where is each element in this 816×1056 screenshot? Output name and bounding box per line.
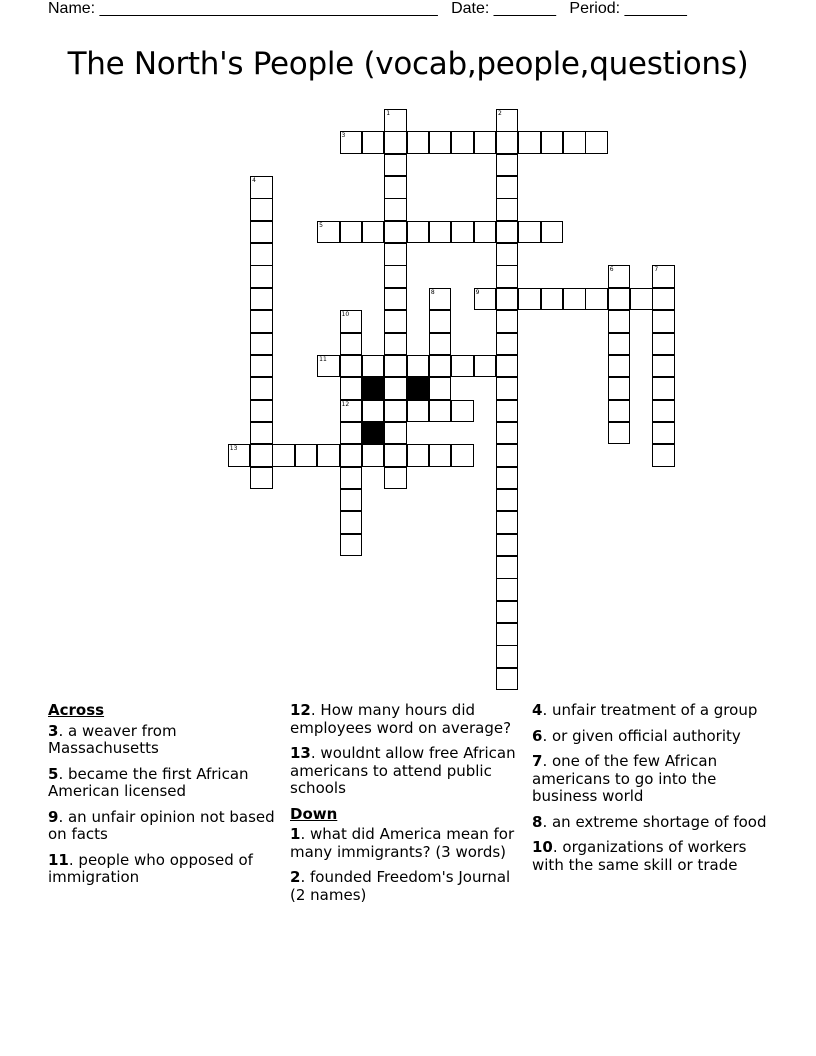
grid-cell[interactable] bbox=[250, 243, 273, 266]
grid-cell[interactable] bbox=[250, 355, 273, 378]
clue-down-8: 8. an extreme shortage of food bbox=[532, 812, 767, 831]
grid-cell[interactable] bbox=[362, 400, 385, 423]
black-cell bbox=[362, 422, 385, 445]
grid-cell[interactable] bbox=[384, 176, 407, 199]
grid-cell[interactable] bbox=[541, 221, 564, 244]
grid-cell[interactable] bbox=[429, 355, 452, 378]
clue-number-label: 13 bbox=[229, 445, 238, 453]
clue-down-7: 7. one of the few African americans to go into the business world bbox=[532, 752, 718, 805]
grid-cell[interactable] bbox=[496, 265, 519, 288]
clue-across-12: 12. How many hours did employees word on average? bbox=[290, 701, 512, 737]
grid-cell[interactable] bbox=[250, 444, 273, 467]
grid-cell[interactable] bbox=[608, 377, 631, 400]
grid-cell[interactable] bbox=[652, 333, 675, 356]
date-blank[interactable]: _______ bbox=[493, 0, 557, 17]
grid-cell[interactable] bbox=[474, 355, 497, 378]
clue-number-label: 10 bbox=[341, 311, 350, 319]
grid-cell[interactable] bbox=[496, 310, 519, 333]
grid-cell[interactable] bbox=[429, 377, 452, 400]
clue-column-1 bbox=[48, 702, 280, 895]
grid-cell[interactable] bbox=[496, 511, 519, 534]
grid-cell[interactable] bbox=[451, 131, 474, 154]
grid-cell[interactable] bbox=[384, 422, 407, 445]
clue-across-9: 9. an unfair opinion not based on facts bbox=[48, 807, 275, 843]
clue-across-13: 13. wouldnt allow free African americans to attend public schools bbox=[290, 744, 516, 797]
clue-across-11: 11. people who opposed of immigration bbox=[48, 850, 253, 886]
grid-cell[interactable] bbox=[272, 444, 295, 467]
grid-cell[interactable] bbox=[608, 310, 631, 333]
grid-cell[interactable] bbox=[496, 198, 519, 221]
grid-cell[interactable] bbox=[384, 109, 407, 132]
clue-down-4: 4. unfair treatment of a group bbox=[532, 701, 758, 719]
grid-cell[interactable] bbox=[652, 422, 675, 445]
grid-cell[interactable] bbox=[317, 355, 340, 378]
clue-number-label: 5 bbox=[319, 221, 323, 229]
grid-cell[interactable] bbox=[340, 444, 363, 467]
across-heading: Across bbox=[48, 701, 105, 719]
grid-cell[interactable] bbox=[407, 221, 430, 244]
grid-cell[interactable] bbox=[518, 221, 541, 244]
grid-cell[interactable] bbox=[496, 333, 519, 356]
grid-cell[interactable] bbox=[496, 422, 519, 445]
clue-number-label: 9 bbox=[475, 288, 480, 296]
grid-cell[interactable] bbox=[250, 176, 273, 199]
grid-cell[interactable] bbox=[608, 288, 631, 311]
grid-cell[interactable] bbox=[384, 221, 407, 244]
clue-down-1: 1. what did America mean for many immigrants? (3 words) bbox=[290, 825, 515, 861]
grid-cell[interactable] bbox=[407, 131, 430, 154]
grid-cell[interactable] bbox=[652, 444, 675, 467]
black-cell bbox=[362, 377, 385, 400]
grid-cell[interactable] bbox=[652, 265, 675, 288]
grid-cell[interactable] bbox=[340, 333, 363, 356]
grid-cell[interactable] bbox=[652, 355, 675, 378]
grid-cell[interactable] bbox=[608, 265, 631, 288]
grid-cell[interactable] bbox=[384, 243, 407, 266]
grid-cell[interactable] bbox=[362, 131, 385, 154]
grid-cell[interactable] bbox=[340, 310, 363, 333]
grid-cell[interactable] bbox=[496, 556, 519, 579]
grid-cell[interactable] bbox=[317, 444, 340, 467]
grid-cell[interactable] bbox=[384, 355, 407, 378]
grid-cell[interactable] bbox=[250, 377, 273, 400]
grid-cell[interactable] bbox=[496, 467, 519, 490]
grid-cell[interactable] bbox=[228, 444, 251, 467]
grid-cell[interactable] bbox=[451, 400, 474, 423]
grid-cell[interactable] bbox=[608, 333, 631, 356]
grid-cell[interactable] bbox=[496, 355, 519, 378]
grid-cell[interactable] bbox=[384, 377, 407, 400]
grid-cell[interactable] bbox=[250, 333, 273, 356]
grid-cell[interactable] bbox=[474, 131, 497, 154]
clue-down-2: 2. founded Freedom's Journal (2 names) bbox=[290, 868, 511, 904]
grid-cell[interactable] bbox=[496, 534, 519, 557]
grid-cell[interactable] bbox=[496, 131, 519, 154]
grid-cell[interactable] bbox=[496, 668, 519, 691]
grid-cell[interactable] bbox=[340, 400, 363, 423]
grid-cell[interactable] bbox=[518, 288, 541, 311]
grid-cell[interactable] bbox=[541, 131, 564, 154]
grid-cell[interactable] bbox=[496, 623, 519, 646]
grid-cell[interactable] bbox=[384, 265, 407, 288]
grid-cell[interactable] bbox=[340, 221, 363, 244]
grid-cell[interactable] bbox=[496, 578, 519, 601]
clue-number-label: 1 bbox=[386, 110, 391, 117]
grid-cell[interactable] bbox=[585, 131, 608, 154]
grid-cell[interactable] bbox=[496, 400, 519, 423]
grid-cell[interactable] bbox=[384, 310, 407, 333]
grid-cell[interactable] bbox=[518, 131, 541, 154]
grid-cell[interactable] bbox=[340, 467, 363, 490]
grid-cell[interactable] bbox=[541, 288, 564, 311]
grid-cell[interactable] bbox=[407, 400, 430, 423]
clue-down-10: 10. organizations of workers with the same skill or trade bbox=[532, 838, 747, 874]
grid-cell[interactable] bbox=[608, 355, 631, 378]
grid-cell[interactable] bbox=[340, 377, 363, 400]
grid-cell[interactable] bbox=[250, 221, 273, 244]
grid-cell[interactable] bbox=[384, 467, 407, 490]
grid-cell[interactable] bbox=[362, 444, 385, 467]
grid-cell[interactable] bbox=[429, 221, 452, 244]
grid-cell[interactable] bbox=[384, 154, 407, 177]
grid-cell[interactable] bbox=[496, 176, 519, 199]
name-blank[interactable]: ______________________________________ bbox=[99, 0, 438, 17]
grid-cell[interactable] bbox=[250, 467, 273, 490]
grid-cell[interactable] bbox=[496, 109, 519, 132]
grid-cell[interactable] bbox=[250, 288, 273, 311]
grid-cell[interactable] bbox=[384, 400, 407, 423]
name-label: Name: bbox=[48, 0, 96, 17]
grid-cell[interactable] bbox=[429, 333, 452, 356]
clue-column-3 bbox=[532, 702, 768, 882]
grid-cell[interactable] bbox=[496, 221, 519, 244]
grid-cell[interactable] bbox=[451, 444, 474, 467]
grid-cell[interactable] bbox=[608, 400, 631, 423]
grid-cell[interactable] bbox=[496, 645, 519, 668]
grid-cell[interactable] bbox=[496, 489, 519, 512]
grid-cell[interactable] bbox=[451, 355, 474, 378]
period-label: Period: bbox=[569, 0, 621, 17]
clue-number-label: 11 bbox=[319, 355, 327, 363]
grid-cell[interactable] bbox=[429, 131, 452, 154]
grid-cell[interactable] bbox=[250, 310, 273, 333]
clue-down-6: 6. or given official authority bbox=[532, 726, 741, 745]
grid-cell[interactable] bbox=[474, 221, 497, 244]
grid-cell[interactable] bbox=[496, 288, 519, 311]
grid-cell[interactable] bbox=[340, 489, 363, 512]
grid-cell[interactable] bbox=[295, 444, 318, 467]
grid-cell[interactable] bbox=[585, 288, 608, 311]
grid-cell[interactable] bbox=[384, 333, 407, 356]
grid-cell[interactable] bbox=[340, 355, 363, 378]
grid-cell[interactable] bbox=[496, 601, 519, 624]
grid-cell[interactable] bbox=[496, 243, 519, 266]
clue-across-5: 5. became the first African American licensed bbox=[48, 764, 249, 800]
grid-cell[interactable] bbox=[652, 310, 675, 333]
clue-number-label: 3 bbox=[341, 132, 346, 140]
grid-cell[interactable] bbox=[384, 198, 407, 221]
grid-cell[interactable] bbox=[340, 131, 363, 154]
grid-cell[interactable] bbox=[250, 422, 273, 445]
grid-cell[interactable] bbox=[652, 400, 675, 423]
grid-cell[interactable] bbox=[362, 221, 385, 244]
grid-cell[interactable] bbox=[496, 154, 519, 177]
grid-cell[interactable] bbox=[340, 422, 363, 445]
grid-cell[interactable] bbox=[630, 288, 653, 311]
grid-cell[interactable] bbox=[429, 310, 452, 333]
grid-cell[interactable] bbox=[250, 198, 273, 221]
grid-cell[interactable] bbox=[474, 288, 497, 311]
grid-cell[interactable] bbox=[496, 444, 519, 467]
period-blank[interactable]: _______ bbox=[624, 0, 687, 17]
clue-number-label: 12 bbox=[341, 400, 350, 408]
grid-cell[interactable] bbox=[451, 221, 474, 244]
grid-cell[interactable] bbox=[250, 400, 273, 423]
date-label: Date: bbox=[451, 0, 490, 17]
grid-cell[interactable] bbox=[340, 534, 363, 557]
grid-cell[interactable] bbox=[384, 131, 407, 154]
grid-cell[interactable] bbox=[429, 444, 452, 467]
clue-column-2 bbox=[290, 702, 526, 912]
grid-cell[interactable] bbox=[429, 400, 452, 423]
grid-cell[interactable] bbox=[652, 288, 675, 311]
grid-cell[interactable] bbox=[362, 355, 385, 378]
grid-cell[interactable] bbox=[608, 422, 631, 445]
page-title: The North's People (vocab,people,questions) bbox=[67, 46, 749, 82]
clue-number-label: 7 bbox=[654, 266, 659, 274]
grid-cell[interactable] bbox=[250, 265, 273, 288]
down-heading: Down bbox=[290, 804, 338, 823]
grid-cell[interactable] bbox=[652, 377, 675, 400]
grid-cell[interactable] bbox=[407, 355, 430, 378]
grid-cell[interactable] bbox=[407, 444, 430, 467]
grid-cell[interactable] bbox=[384, 444, 407, 467]
grid-cell[interactable] bbox=[563, 288, 586, 311]
clue-number-label: 8 bbox=[430, 288, 435, 296]
grid-cell[interactable] bbox=[317, 221, 340, 244]
clue-across-3: 3. a weaver from Massachusetts bbox=[48, 721, 177, 757]
grid-cell[interactable] bbox=[340, 511, 363, 534]
black-cell bbox=[407, 377, 430, 400]
clue-number-label: 6 bbox=[609, 266, 614, 274]
grid-cell[interactable] bbox=[429, 288, 452, 311]
grid-cell[interactable] bbox=[496, 377, 519, 400]
clue-number-label: 2 bbox=[497, 110, 502, 117]
clue-number-label: 4 bbox=[252, 177, 256, 185]
grid-cell[interactable] bbox=[384, 288, 407, 311]
grid-cell[interactable] bbox=[563, 131, 586, 154]
